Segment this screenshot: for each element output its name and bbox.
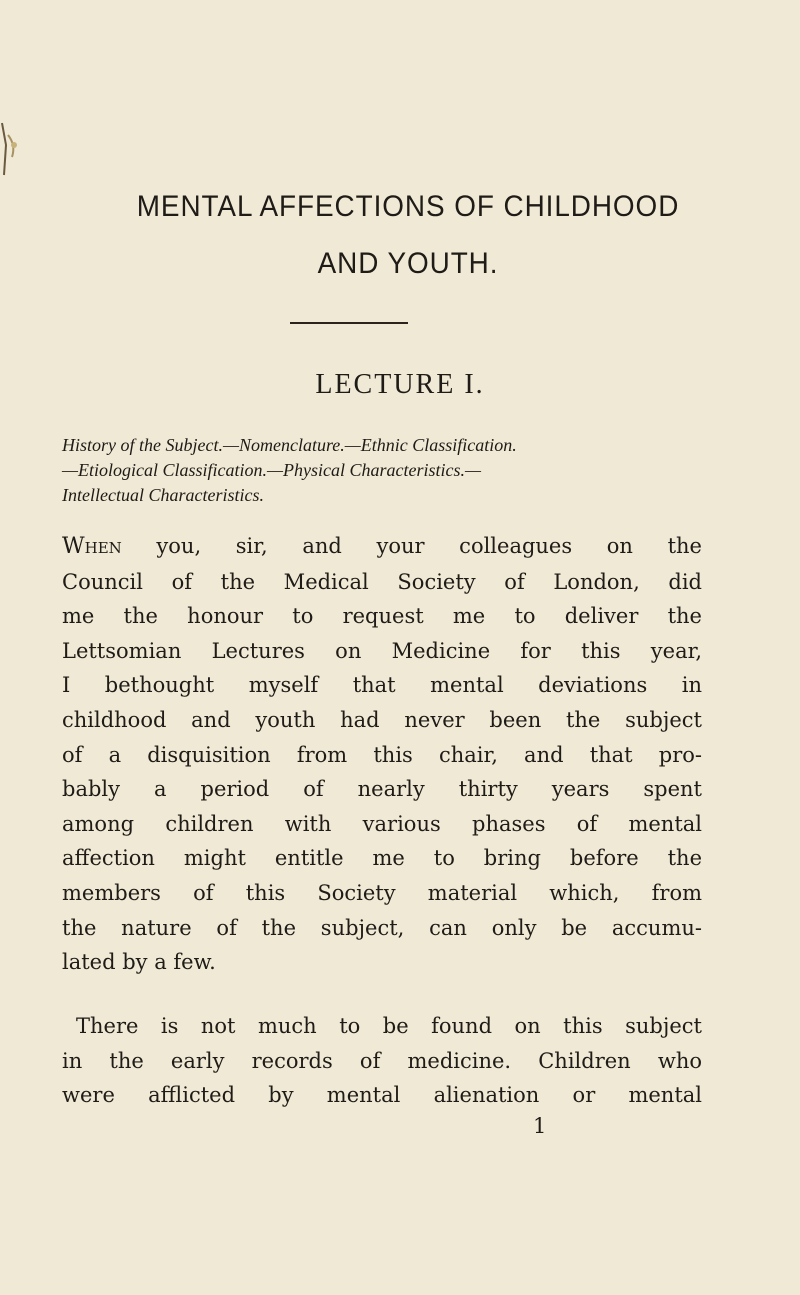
paragraph-line: of a disquisition from this chair, and that pro- bbox=[62, 742, 702, 767]
binding-mark-icon bbox=[0, 115, 28, 195]
paragraph-1 bbox=[62, 529, 702, 980]
paragraph-2 bbox=[62, 1009, 702, 1113]
title-divider bbox=[290, 322, 408, 324]
summary-line: —Etiological Classification.—Physical Characteristics.— bbox=[62, 460, 481, 480]
paragraph-line: the nature of the subject, can only be accumu- bbox=[62, 915, 702, 940]
lecture-heading: LECTURE I. bbox=[315, 369, 485, 400]
paragraph-line: There is not much to be found on this subject bbox=[76, 1014, 702, 1038]
lecture-summary bbox=[62, 433, 752, 508]
paragraph-line bbox=[62, 529, 702, 565]
document-title-line2: AND YOUTH. bbox=[317, 247, 499, 280]
paragraph-line: bably a period of nearly thirty years spent bbox=[62, 777, 702, 802]
paragraph-line: me the honour to request me to deliver the bbox=[62, 604, 702, 629]
paragraph-line: affection might entitle me to bring before the bbox=[62, 846, 702, 871]
summary-line: Intellectual Characteristics. bbox=[62, 485, 264, 505]
paragraph-line: members of this Society material which, from bbox=[62, 880, 702, 905]
paragraph-line: among children with various phases of mental bbox=[62, 811, 702, 836]
paragraph-line: Lettsomian Lectures on Medicine for this year, bbox=[62, 638, 702, 663]
paragraph-line: Council of the Medical Society of London, did bbox=[62, 569, 702, 594]
paragraph-line: in the early records of medicine. Children who bbox=[62, 1048, 702, 1073]
document-title-line1: MENTAL AFFECTIONS OF CHILDHOOD bbox=[136, 190, 680, 223]
paragraph-line: were afflicted by mental alienation or mental bbox=[62, 1083, 702, 1108]
opening-word: When bbox=[62, 534, 122, 559]
summary-line: History of the Subject.—Nomenclature.—Ethnic Classification. bbox=[62, 435, 517, 455]
paragraph-line: I bethought myself that mental deviations in bbox=[62, 673, 702, 698]
paragraph-line: childhood and youth had never been the subject bbox=[62, 707, 702, 732]
paragraph-line: lated by a few. bbox=[62, 950, 216, 975]
paragraph-line-text: you, sir, and your colleagues on the bbox=[121, 534, 702, 558]
page-number: 1 bbox=[533, 1114, 547, 1138]
